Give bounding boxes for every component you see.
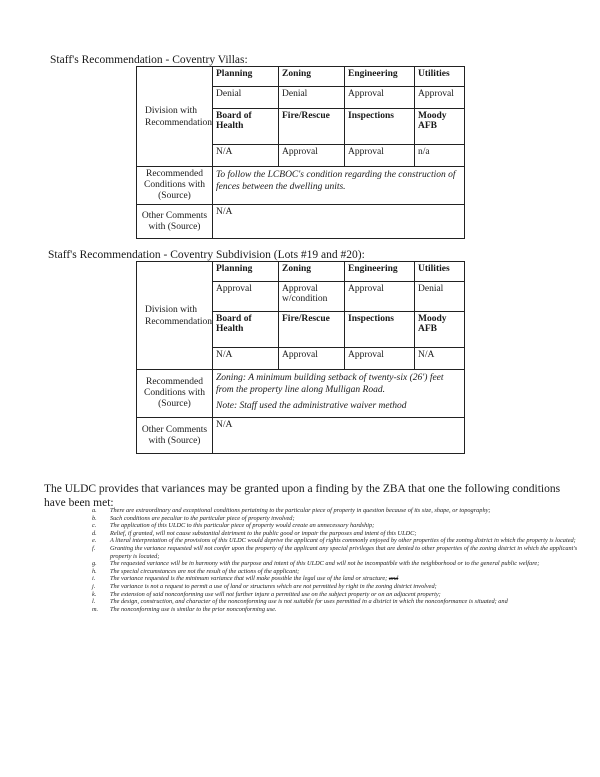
list-text: The variance requested is the minimum variance that will make possible the legal use of the land or structure; bbox=[110, 575, 388, 583]
other-comments-label: Other Comments with (Source) bbox=[137, 418, 213, 454]
list-marker: k. bbox=[92, 590, 97, 598]
list-item bbox=[92, 515, 582, 523]
conditions-text: To follow the LCBOC's condition regarding the construction of fences between the dwelling units. bbox=[213, 167, 465, 205]
value-moody-afb: N/A bbox=[415, 348, 465, 370]
list-marker: b. bbox=[92, 514, 97, 522]
header-moody-afb: Moody AFB bbox=[415, 312, 465, 348]
list-text: The variance is not a request to permit a use of land or structures which are not permitted by right in the zoning district involved; bbox=[110, 582, 437, 590]
header-engineering: Engineering bbox=[345, 67, 415, 87]
value-utilities: Approval bbox=[415, 87, 465, 109]
value-board-of-health: N/A bbox=[213, 145, 279, 167]
conditions-label: Recommended Conditions with (Source) bbox=[137, 370, 213, 418]
section1-title: Staff's Recommendation - Coventry Villas: bbox=[50, 54, 248, 66]
list-marker: m. bbox=[92, 605, 99, 613]
conditions-note: Note: Staff used the administrative waiver method bbox=[216, 401, 407, 411]
list-marker: l. bbox=[92, 598, 96, 606]
conditions-label: Recommended Conditions with (Source) bbox=[137, 167, 213, 205]
header-board-of-health: Board of Health bbox=[213, 109, 279, 145]
header-inspections: Inspections bbox=[345, 312, 415, 348]
list-item bbox=[92, 598, 582, 606]
list-text: The application of this ULDC to this particular piece of property would create an unnecessary hardship; bbox=[110, 522, 375, 530]
value-planning: Approval bbox=[213, 282, 279, 312]
list-marker: f. bbox=[92, 544, 96, 552]
value-fire-rescue: Approval bbox=[279, 348, 345, 370]
header-fire-rescue: Fire/Rescue bbox=[279, 312, 345, 348]
list-item bbox=[92, 583, 582, 591]
list-text: Such conditions are peculiar to the particular piece of property involved; bbox=[110, 514, 295, 522]
list-marker: a. bbox=[92, 507, 97, 514]
list-marker: h. bbox=[92, 567, 97, 575]
list-text: A literal interpretation of the provisions of this ULDC would deprive the applicant of rights commonly enjoyed by other properties of the zoning district in which the property is located; bbox=[110, 537, 576, 545]
header-engineering: Engineering bbox=[345, 262, 415, 282]
list-text: The design, construction, and character of the nonconforming use is not suitable for uses permitted in a district in which the nonconformance is situated; and bbox=[110, 598, 508, 606]
value-moody-afb: n/a bbox=[415, 145, 465, 167]
value-engineering: Approval bbox=[345, 282, 415, 312]
uldc-intro: The ULDC provides that variances may be granted upon a finding by the ZBA that one the following conditions have been met: bbox=[44, 483, 561, 509]
list-text: Granting the variance requested will not confer upon the property of the applicant any special privileges that are denied to other properties of the zoning district in which the applicant's property is located; bbox=[110, 544, 578, 560]
coventry-subdivision-table bbox=[136, 261, 465, 454]
division-label: Division with Recommendation bbox=[137, 262, 213, 370]
other-comments-text: N/A bbox=[213, 418, 465, 454]
list-marker: d. bbox=[92, 529, 97, 537]
list-item bbox=[92, 568, 582, 576]
value-planning: Denial bbox=[213, 87, 279, 109]
header-inspections: Inspections bbox=[345, 109, 415, 145]
uldc-conditions-list bbox=[92, 507, 582, 613]
coventry-villas-table bbox=[136, 66, 465, 239]
other-comments-label: Other Comments with (Source) bbox=[137, 205, 213, 239]
value-inspections: Approval bbox=[345, 348, 415, 370]
header-zoning: Zoning bbox=[279, 262, 345, 282]
list-item bbox=[92, 530, 582, 538]
list-item bbox=[92, 591, 582, 599]
list-item bbox=[92, 522, 582, 530]
list-marker: c. bbox=[92, 522, 97, 530]
list-marker: i. bbox=[92, 575, 96, 583]
list-item bbox=[92, 537, 582, 545]
header-utilities: Utilities bbox=[415, 67, 465, 87]
header-planning: Planning bbox=[213, 262, 279, 282]
header-zoning: Zoning bbox=[279, 67, 345, 87]
list-text: The extension of said nonconforming use will not further injure a permitted use on the subject property or on an adjacent property; bbox=[110, 590, 441, 598]
value-zoning: Approval w/condition bbox=[279, 282, 345, 312]
list-text: There are extraordinary and exceptional conditions pertaining to the particular piece of property in question because of its size, shape, or topography; bbox=[110, 507, 491, 514]
header-fire-rescue: Fire/Rescue bbox=[279, 109, 345, 145]
list-text: The special circumstances are not the result of the actions of the applicant; bbox=[110, 567, 300, 575]
value-inspections: Approval bbox=[345, 145, 415, 167]
list-marker: j. bbox=[92, 582, 96, 590]
header-board-of-health: Board of Health bbox=[213, 312, 279, 348]
value-fire-rescue: Approval bbox=[279, 145, 345, 167]
list-text: Relief, if granted, will not cause substantial detriment to the public good or impair the purposes and intent of this ULDC; bbox=[110, 529, 417, 537]
conditions-text: Zoning: A minimum building setback of twenty-six (26') feet from the property line along Mulligan Road. bbox=[216, 373, 444, 395]
list-text: The nonconforming use is similar to the prior nonconforming use. bbox=[110, 605, 277, 613]
value-zoning: Denial bbox=[279, 87, 345, 109]
division-label: Division with Recommendation bbox=[137, 67, 213, 167]
value-engineering: Approval bbox=[345, 87, 415, 109]
header-utilities: Utilities bbox=[415, 262, 465, 282]
header-planning: Planning bbox=[213, 67, 279, 87]
list-item bbox=[92, 606, 582, 614]
list-item bbox=[92, 560, 582, 568]
other-comments-text: N/A bbox=[213, 205, 465, 239]
list-item bbox=[92, 545, 582, 560]
list-marker: g. bbox=[92, 560, 97, 568]
list-item bbox=[92, 507, 582, 515]
value-board-of-health: N/A bbox=[213, 348, 279, 370]
list-text: The requested variance will be in harmony with the purpose and intent of this ULDC and will not be incompatible with the neighborhood or to the general public welfare; bbox=[110, 560, 540, 568]
struck-word: and bbox=[388, 575, 399, 583]
conditions-cell bbox=[213, 370, 465, 418]
list-item bbox=[92, 575, 582, 583]
value-utilities: Denial bbox=[415, 282, 465, 312]
list-marker: e. bbox=[92, 537, 97, 545]
section2-title: Staff's Recommendation - Coventry Subdivision (Lots #19 and #20): bbox=[48, 249, 365, 261]
header-moody-afb: Moody AFB bbox=[415, 109, 465, 145]
